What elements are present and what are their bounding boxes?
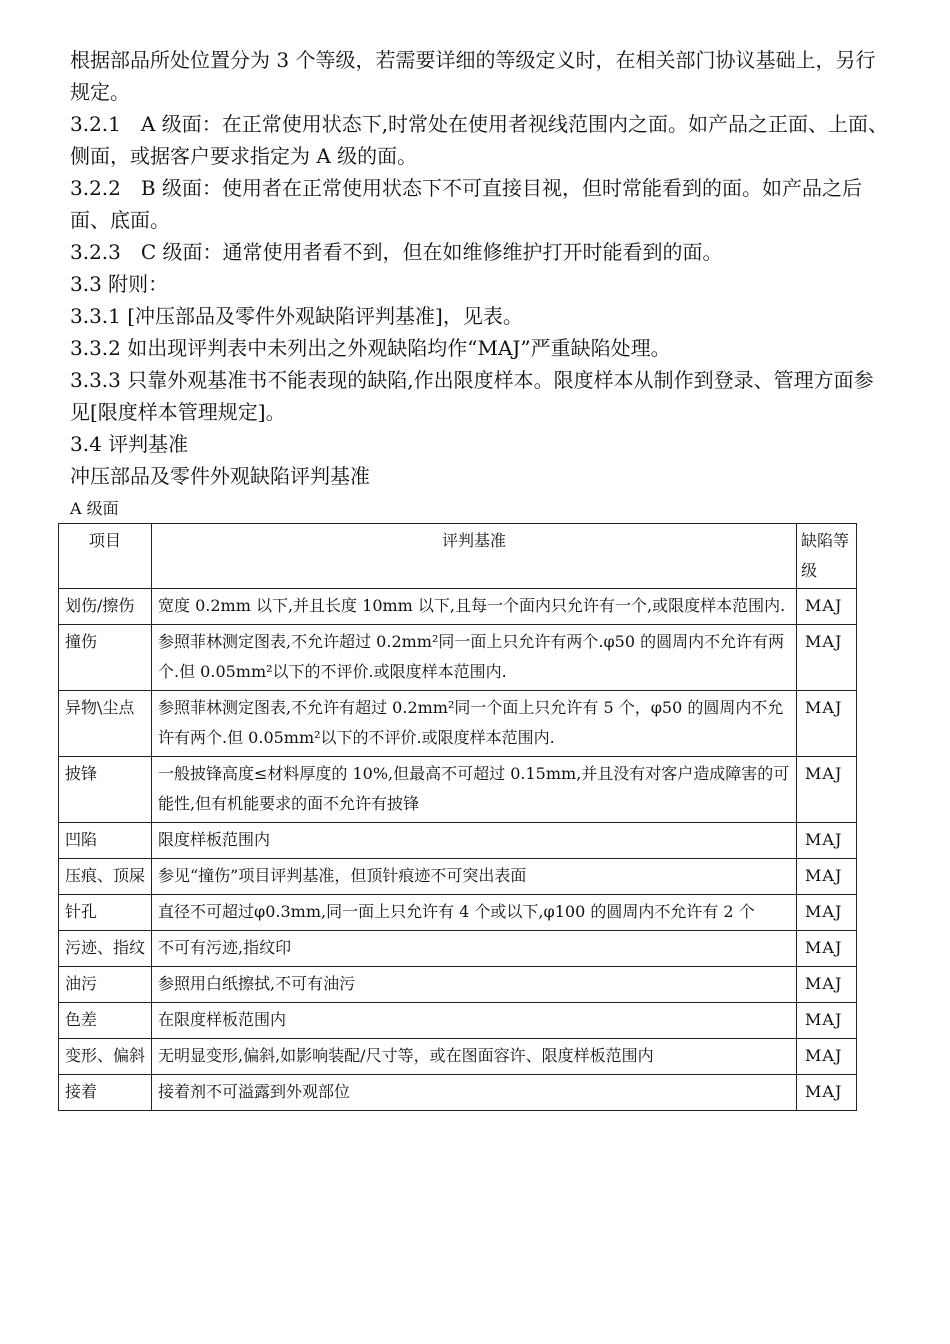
table-row: [59, 859, 857, 895]
table-row: [59, 1003, 857, 1039]
section-3-4-heading: 3.4 评判基准: [70, 432, 189, 456]
row-grade: MAJ: [797, 859, 857, 895]
row-grade: MAJ: [797, 895, 857, 931]
criteria-table: [58, 523, 857, 1111]
row-criteria: 不可有污迹,指纹印: [152, 931, 797, 967]
row-grade: MAJ: [797, 1075, 857, 1111]
table-row: [59, 1075, 857, 1111]
clause-3-3-1: 3.3.1 [冲压部品及零件外观缺陷评判基准]，见表。: [70, 304, 523, 328]
row-criteria: 参见“撞伤”项目评判基准，但顶针痕迹不可突出表面: [152, 859, 797, 895]
clause-3-2-3: 3.2.3 C 级面：通常使用者看不到，但在如维修维护打开时能看到的面。: [70, 240, 723, 264]
header-criteria: 评判基准: [152, 524, 797, 589]
row-grade: MAJ: [797, 967, 857, 1003]
table-row: [59, 757, 857, 823]
row-item: 接着: [59, 1075, 152, 1111]
row-grade: MAJ: [797, 1039, 857, 1075]
row-grade: MAJ: [797, 625, 857, 691]
row-item: 油污: [59, 967, 152, 1003]
row-criteria: 参照菲林测定图表,不允许超过 0.2mm²同一面上只允许有两个.φ50 的圆周内不允许有两个.但 0.05mm²以下的不评价.或限度样本范围内.: [152, 625, 797, 691]
row-grade: MAJ: [797, 823, 857, 859]
table-row: [59, 931, 857, 967]
row-criteria: 参照菲林测定图表,不允许有超过 0.2mm²同一个面上只允许有 5 个，φ50 的圆周内不允许有两个.但 0.05mm²以下的不评价.或限度样本范围内.: [152, 691, 797, 757]
row-item: 异物\尘点: [59, 691, 152, 757]
table-row: [59, 967, 857, 1003]
row-criteria: 无明显变形,偏斜,如影响装配/尺寸等，或在图面容许、限度样板范围内: [152, 1039, 797, 1075]
section-3-3-heading: 3.3 附则：: [70, 272, 169, 296]
intro-paragraph: 根据部品所处位置分为 3 个等级，若需要详细的等级定义时，在相关部门协议基础上，另行规定。: [70, 48, 876, 104]
row-item: 色差: [59, 1003, 152, 1039]
row-item: 划伤/擦伤: [59, 589, 152, 625]
table-label: A 级面: [70, 499, 119, 518]
row-item: 凹陷: [59, 823, 152, 859]
row-criteria: 宽度 0.2mm 以下,并且长度 10mm 以下,且每一个面内只允许有一个,或限度样本范围内.: [152, 589, 797, 625]
header-item: 项目: [59, 524, 152, 589]
row-item: 压痕、顶屎: [59, 859, 152, 895]
row-criteria: 参照用白纸擦拭,不可有油污: [152, 967, 797, 1003]
row-item: 撞伤: [59, 625, 152, 691]
row-grade: MAJ: [797, 757, 857, 823]
table-row: [59, 691, 857, 757]
row-criteria: 接着剂不可溢露到外观部位: [152, 1075, 797, 1111]
clause-3-3-2: 3.3.2 如出现评判表中未列出之外观缺陷均作“MAJ”严重缺陷处理。: [70, 336, 671, 360]
table-row: [59, 823, 857, 859]
row-item: 污迹、指纹: [59, 931, 152, 967]
clause-3-2-2: 3.2.2 B 级面：使用者在正常使用状态下不可直接目视，但时常能看到的面。如产品之后面、底面。: [70, 176, 862, 232]
clause-3-2-1: 3.2.1 A 级面：在正常使用状态下,时常处在使用者视线范围内之面。如产品之正面、上面、侧面，或据客户要求指定为 A 级的面。: [70, 112, 889, 168]
table-row: [59, 589, 857, 625]
row-criteria: 限度样板范围内: [152, 823, 797, 859]
row-item: 针孔: [59, 895, 152, 931]
row-item: 披锋: [59, 757, 152, 823]
table-row: [59, 625, 857, 691]
row-grade: MAJ: [797, 931, 857, 967]
row-grade: MAJ: [797, 589, 857, 625]
row-criteria: 在限度样板范围内: [152, 1003, 797, 1039]
table-row: [59, 1039, 857, 1075]
header-grade: 缺陷等级: [797, 524, 857, 589]
row-criteria: 一般披锋高度≤材料厚度的 10%,但最高不可超过 0.15mm,并且没有对客户造成障害的可能性,但有机能要求的面不允许有披锋: [152, 757, 797, 823]
row-item: 变形、偏斜: [59, 1039, 152, 1075]
row-criteria: 直径不可超过φ0.3mm,同一面上只允许有 4 个或以下,φ100 的圆周内不允许有 2 个: [152, 895, 797, 931]
clause-3-3-3: 3.3.3 只靠外观基准书不能表现的缺陷,作出限度样本。限度样本从制作到登录、管理方面参见[限度样本管理规定]。: [70, 368, 874, 424]
table-row: [59, 895, 857, 931]
table-header-row: [59, 524, 857, 589]
row-grade: MAJ: [797, 691, 857, 757]
row-grade: MAJ: [797, 1003, 857, 1039]
table-title: 冲压部品及零件外观缺陷评判基准: [70, 464, 370, 488]
